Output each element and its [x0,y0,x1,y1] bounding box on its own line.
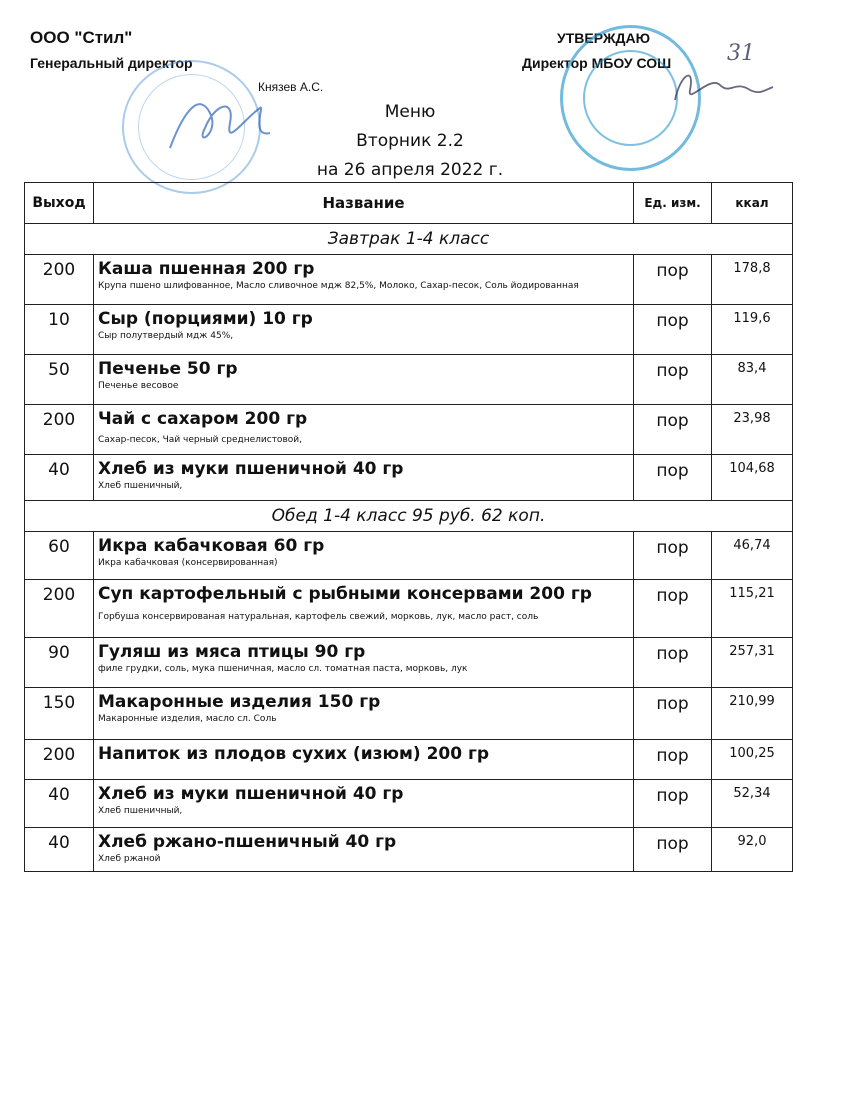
name-cell [94,688,634,740]
name-cell [94,740,634,780]
table-row [25,780,793,828]
section-row [25,501,793,532]
unit-cell: пор [634,828,712,872]
table-row [25,532,793,580]
kcal-cell: 178,8 [712,255,793,305]
kcal-cell: 257,31 [712,638,793,688]
date-title: на 26 апреля 2022 г. [316,160,504,180]
name-cell [94,355,634,405]
table-row [25,580,793,638]
menu-title: Меню [384,102,436,122]
output-cell: 40 [25,828,94,872]
dish-name: Сыр (порциями) 10 гр [98,309,313,329]
dish-name: Чай с сахаром 200 гр [98,409,308,429]
name-cell [94,532,634,580]
unit-cell: пор [634,580,712,638]
dish-name: Печенье 50 гр [98,359,238,379]
dish-ingredients: Икра кабачковая (консервированная) [98,558,278,568]
table-row [25,455,793,501]
dish-name: Гуляш из мяса птицы 90 гр [98,642,366,662]
dish-ingredients: Сахар-песок, Чай черный среднелистовой, [98,435,302,445]
name-cell [94,305,634,355]
dish-ingredients: Печенье весовое [98,381,179,391]
kcal-cell: 23,98 [712,405,793,455]
dish-ingredients: Хлеб пшеничный, [98,806,183,816]
section-row [25,224,793,255]
unit-cell: пор [634,255,712,305]
table-row [25,740,793,780]
kcal-cell: 115,21 [712,580,793,638]
dish-ingredients: Хлеб пшеничный, [98,481,183,491]
header-kcal: ккал [712,183,793,224]
table-row [25,255,793,305]
menu-table [24,182,793,872]
dish-ingredients: Макаронные изделия, масло сл. Соль [98,714,277,724]
dish-ingredients: Хлеб ржаной [98,854,161,864]
dish-name: Суп картофельный с рыбными консервами 200 гр [98,584,592,604]
name-cell [94,405,634,455]
signature-left [165,88,275,163]
output-cell: 200 [25,405,94,455]
dish-name: Каша пшенная 200 гр [98,259,315,279]
unit-cell: пор [634,405,712,455]
table-row [25,828,793,872]
kcal-cell: 92,0 [712,828,793,872]
section-title: Завтрак 1-4 класс [25,224,793,255]
output-cell: 200 [25,580,94,638]
header-unit: Ед. изм. [634,183,712,224]
name-cell [94,780,634,828]
unit-cell: пор [634,532,712,580]
name-cell [94,255,634,305]
dish-name: Хлеб из муки пшеничной 40 гр [98,459,404,479]
output-cell: 60 [25,532,94,580]
section-title: Обед 1-4 класс 95 руб. 62 коп. [25,501,793,532]
dish-ingredients: Крупа пшено шлифованное, Масло сливочное мдж 82,5%, Молоко, Сахар-песок, Соль йодированная [98,281,579,291]
kcal-cell: 104,68 [712,455,793,501]
dish-ingredients: Горбуша консервированая натуральная, картофель свежий, морковь, лук, масло раст, соль [98,612,539,622]
dish-ingredients: филе грудки, соль, мука пшеничная, масло сл. томатная паста, морковь, лук [98,664,468,674]
name-cell [94,638,634,688]
output-cell: 40 [25,455,94,501]
table-header-row [25,183,793,224]
table-row [25,638,793,688]
kcal-cell: 210,99 [712,688,793,740]
handwritten-number: 31 [727,41,755,66]
output-cell: 150 [25,688,94,740]
unit-cell: пор [634,455,712,501]
table-row [25,355,793,405]
general-director-label: Генеральный директор [30,55,193,71]
unit-cell: пор [634,740,712,780]
output-cell: 10 [25,305,94,355]
table-row [25,305,793,355]
dish-name: Хлеб из муки пшеничной 40 гр [98,784,404,804]
name-cell [94,455,634,501]
unit-cell: пор [634,305,712,355]
kcal-cell: 119,6 [712,305,793,355]
header-name: Название [94,183,634,224]
name-cell [94,828,634,872]
signer-name: Князев А.С. [258,80,324,94]
name-cell [94,580,634,638]
organization-name: ООО "Стил" [30,28,133,47]
approve-label: УТВЕРЖДАЮ [557,30,651,46]
dish-ingredients: Сыр полутвердый мдж 45%, [98,331,234,341]
dish-name: Напиток из плодов сухих (изюм) 200 гр [98,744,490,764]
table-row [25,405,793,455]
dish-name: Макаронные изделия 150 гр [98,692,381,712]
output-cell: 40 [25,780,94,828]
unit-cell: пор [634,780,712,828]
school-director-label: Директор МБОУ СОШ [522,55,672,71]
output-cell: 50 [25,355,94,405]
dish-name: Икра кабачковая 60 гр [98,536,325,556]
unit-cell: пор [634,355,712,405]
header-output: Выход [25,183,94,224]
unit-cell: пор [634,688,712,740]
output-cell: 200 [25,740,94,780]
output-cell: 90 [25,638,94,688]
dish-name: Хлеб ржано-пшеничный 40 гр [98,832,397,852]
kcal-cell: 52,34 [712,780,793,828]
output-cell: 200 [25,255,94,305]
day-title: Вторник 2.2 [356,131,464,151]
kcal-cell: 83,4 [712,355,793,405]
kcal-cell: 100,25 [712,740,793,780]
table-row [25,688,793,740]
kcal-cell: 46,74 [712,532,793,580]
unit-cell: пор [634,638,712,688]
